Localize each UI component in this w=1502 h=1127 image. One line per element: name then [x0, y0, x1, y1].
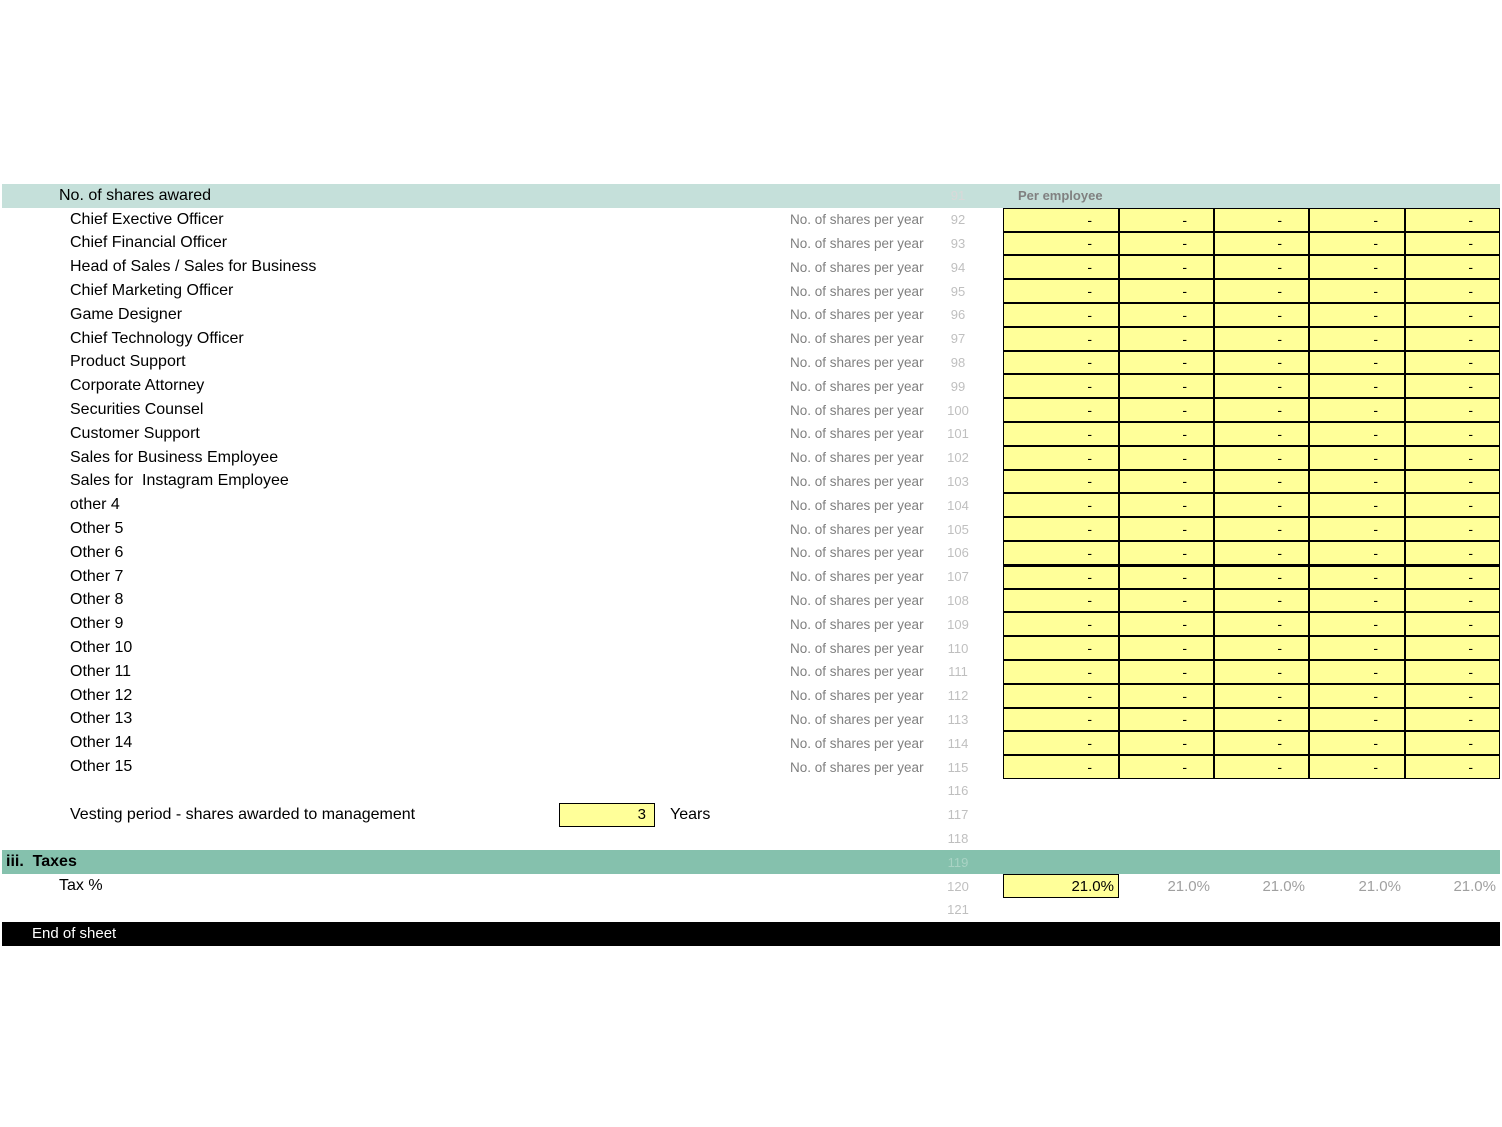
row-number: 94: [950, 259, 966, 275]
shares-input-cell[interactable]: -: [1003, 208, 1119, 232]
shares-input-cell[interactable]: -: [1405, 446, 1500, 470]
shares-input-cell[interactable]: -: [1214, 327, 1309, 351]
row-number: 111: [948, 664, 968, 680]
shares-input-cell[interactable]: -: [1309, 755, 1405, 779]
shares-input-cell[interactable]: -: [1405, 351, 1500, 375]
shares-input-cell[interactable]: -: [1003, 470, 1119, 494]
shares-input-cell[interactable]: -: [1119, 398, 1214, 422]
shares-input-cell[interactable]: -: [1405, 565, 1500, 589]
per-employee-label: Per employee: [1018, 188, 1103, 204]
table-row: [2, 589, 1500, 613]
table-row: [2, 422, 1500, 446]
vesting-row: [2, 803, 1500, 827]
shares-input-cell[interactable]: -: [1214, 636, 1309, 660]
row-number: 116: [947, 783, 969, 799]
unit-label: No. of shares per year: [790, 688, 924, 704]
shares-input-cell[interactable]: -: [1309, 636, 1405, 660]
shares-input-cell[interactable]: -: [1003, 232, 1119, 256]
shares-input-cell[interactable]: -: [1309, 565, 1405, 589]
tax-value-cell: 21.0%: [1453, 877, 1496, 895]
shares-input-cell[interactable]: -: [1309, 398, 1405, 422]
shares-input-cell[interactable]: -: [1405, 327, 1500, 351]
shares-input-cell[interactable]: -: [1309, 470, 1405, 494]
shares-input-cell[interactable]: -: [1309, 351, 1405, 375]
shares-input-cell[interactable]: -: [1003, 279, 1119, 303]
shares-input-cell[interactable]: -: [1309, 422, 1405, 446]
shares-input-cell[interactable]: -: [1003, 351, 1119, 375]
shares-input-cell[interactable]: -: [1405, 374, 1500, 398]
row-number: 114: [947, 735, 969, 751]
blank-row: [2, 898, 1500, 922]
vesting-unit: Years: [670, 805, 711, 823]
vesting-label: Vesting period - shares awarded to management: [70, 805, 416, 823]
shares-input-cell[interactable]: -: [1309, 493, 1405, 517]
shares-input-cell[interactable]: -: [1003, 731, 1119, 755]
table-row: [2, 684, 1500, 708]
shares-input-cell[interactable]: -: [1003, 755, 1119, 779]
employee-role-label: Other 7: [70, 567, 124, 585]
employee-role-label: Other 12: [70, 686, 133, 704]
row-number: 109: [947, 616, 969, 632]
tax-input-cell[interactable]: 21.0%: [1003, 874, 1119, 898]
table-row: [2, 208, 1500, 232]
employee-role-label: Other 6: [70, 543, 124, 561]
shares-input-cell[interactable]: -: [1309, 708, 1405, 732]
row-number: 106: [947, 545, 969, 561]
shares-input-cell[interactable]: -: [1309, 303, 1405, 327]
shares-input-cell[interactable]: -: [1214, 422, 1309, 446]
unit-label: No. of shares per year: [790, 307, 924, 323]
shares-input-cell[interactable]: -: [1119, 731, 1214, 755]
shares-input-cell[interactable]: -: [1119, 303, 1214, 327]
shares-input-cell[interactable]: -: [1003, 565, 1119, 589]
unit-label: No. of shares per year: [790, 711, 924, 727]
row-number: 107: [947, 569, 969, 585]
table-row: [2, 708, 1500, 732]
row-number: 105: [947, 521, 969, 537]
shares-input-cell[interactable]: -: [1119, 232, 1214, 256]
shares-input-cell[interactable]: -: [1214, 232, 1309, 256]
shares-input-cell[interactable]: -: [1214, 541, 1309, 565]
shares-input-cell[interactable]: -: [1119, 755, 1214, 779]
shares-input-cell[interactable]: -: [1405, 660, 1500, 684]
shares-input-cell[interactable]: -: [1309, 374, 1405, 398]
table-row: [2, 255, 1500, 279]
employee-role-label: Product Support: [70, 353, 186, 371]
unit-label: No. of shares per year: [790, 212, 924, 228]
tax-value-cell: 21.0%: [1358, 877, 1401, 895]
shares-input-cell[interactable]: -: [1119, 493, 1214, 517]
shares-input-cell[interactable]: -: [1119, 470, 1214, 494]
row-number: 100: [947, 402, 969, 418]
shares-input-cell[interactable]: -: [1214, 279, 1309, 303]
unit-label: No. of shares per year: [790, 521, 924, 537]
shares-input-cell[interactable]: -: [1003, 255, 1119, 279]
shares-input-cell[interactable]: -: [1003, 446, 1119, 470]
row-number: 118: [947, 830, 969, 846]
shares-input-cell[interactable]: -: [1119, 517, 1214, 541]
unit-label: No. of shares per year: [790, 569, 924, 585]
unit-label: No. of shares per year: [790, 378, 924, 394]
unit-label: No. of shares per year: [790, 402, 924, 418]
shares-input-cell[interactable]: -: [1003, 398, 1119, 422]
table-row: [2, 303, 1500, 327]
row-number: 97: [950, 331, 966, 347]
shares-input-cell[interactable]: -: [1405, 589, 1500, 613]
shares-input-cell[interactable]: -: [1003, 684, 1119, 708]
shares-input-cell[interactable]: -: [1309, 327, 1405, 351]
employee-role-label: Other 5: [70, 520, 124, 538]
employee-role-label: Other 10: [70, 639, 133, 657]
unit-label: No. of shares per year: [790, 545, 924, 561]
table-row: [2, 351, 1500, 375]
spreadsheet: [2, 184, 1500, 946]
table-row: [2, 612, 1500, 636]
shares-input-cell[interactable]: -: [1119, 684, 1214, 708]
row-number: 117: [947, 807, 969, 823]
row-number: 91: [950, 188, 966, 204]
shares-input-cell[interactable]: -: [1003, 636, 1119, 660]
table-row: [2, 517, 1500, 541]
shares-input-cell[interactable]: -: [1405, 398, 1500, 422]
employee-role-label: Chief Technology Officer: [70, 329, 244, 347]
shares-input-cell[interactable]: -: [1214, 589, 1309, 613]
row-number: 98: [950, 354, 966, 370]
shares-input-cell[interactable]: -: [1214, 398, 1309, 422]
shares-input-cell[interactable]: -: [1119, 612, 1214, 636]
shares-input-cell[interactable]: -: [1405, 684, 1500, 708]
row-number: 121: [947, 902, 969, 918]
unit-label: No. of shares per year: [790, 450, 924, 466]
section-title: No. of shares awared: [59, 186, 212, 204]
table-row: [2, 541, 1500, 565]
vesting-period-input[interactable]: 3: [559, 803, 655, 827]
employee-role-label: Sales for Business Employee: [70, 448, 279, 466]
employee-role-label: Game Designer: [70, 305, 183, 323]
shares-input-cell[interactable]: -: [1214, 470, 1309, 494]
table-row: [2, 398, 1500, 422]
shares-input-cell[interactable]: -: [1309, 517, 1405, 541]
shares-input-cell[interactable]: -: [1119, 279, 1214, 303]
shares-input-cell[interactable]: -: [1119, 541, 1214, 565]
employee-role-label: Head of Sales / Sales for Business: [70, 258, 317, 276]
shares-input-cell[interactable]: -: [1214, 565, 1309, 589]
tax-label: Tax %: [59, 877, 103, 894]
table-row: [2, 565, 1500, 589]
shares-input-cell[interactable]: -: [1003, 612, 1119, 636]
shares-input-cell[interactable]: -: [1405, 612, 1500, 636]
shares-input-cell[interactable]: -: [1214, 612, 1309, 636]
employee-role-label: Customer Support: [70, 424, 200, 442]
shares-input-cell[interactable]: -: [1119, 327, 1214, 351]
shares-input-cell[interactable]: -: [1003, 541, 1119, 565]
employee-role-label: Chief Exective Officer: [70, 210, 224, 228]
shares-input-cell[interactable]: -: [1003, 303, 1119, 327]
unit-label: No. of shares per year: [790, 640, 924, 656]
row-number: 96: [950, 307, 966, 323]
employee-role-label: Other 15: [70, 758, 133, 776]
shares-input-cell[interactable]: -: [1309, 208, 1405, 232]
shares-input-cell[interactable]: -: [1405, 208, 1500, 232]
shares-input-cell[interactable]: -: [1214, 446, 1309, 470]
shares-input-cell[interactable]: -: [1405, 279, 1500, 303]
row-number: 108: [947, 592, 969, 608]
shares-input-cell[interactable]: -: [1214, 660, 1309, 684]
employee-role-label: Other 11: [70, 662, 132, 680]
row-number: 95: [950, 283, 966, 299]
employee-role-label: Securities Counsel: [70, 401, 204, 419]
row-number: 101: [947, 426, 969, 442]
shares-input-cell[interactable]: -: [1214, 208, 1309, 232]
shares-input-cell[interactable]: -: [1309, 255, 1405, 279]
unit-label: No. of shares per year: [790, 497, 924, 513]
tax-value-cell: 21.0%: [1167, 877, 1210, 895]
row-number: 120: [947, 878, 969, 894]
row-number: 103: [947, 473, 969, 489]
end-of-sheet-band: [2, 922, 1500, 946]
shares-input-cell[interactable]: -: [1003, 660, 1119, 684]
tax-row: [2, 874, 1500, 898]
shares-input-cell[interactable]: -: [1119, 565, 1214, 589]
shares-input-cell[interactable]: -: [1003, 493, 1119, 517]
shares-input-cell[interactable]: -: [1309, 612, 1405, 636]
unit-label: No. of shares per year: [790, 664, 924, 680]
shares-input-cell[interactable]: -: [1405, 755, 1500, 779]
table-row: [2, 446, 1500, 470]
table-row: [2, 374, 1500, 398]
shares-input-cell[interactable]: -: [1214, 708, 1309, 732]
shares-input-cell[interactable]: -: [1405, 636, 1500, 660]
shares-input-cell[interactable]: -: [1405, 422, 1500, 446]
unit-label: No. of shares per year: [790, 259, 924, 275]
shares-input-cell[interactable]: -: [1309, 232, 1405, 256]
shares-input-cell[interactable]: -: [1119, 255, 1214, 279]
employee-role-label: Other 14: [70, 734, 133, 752]
shares-input-cell[interactable]: -: [1214, 493, 1309, 517]
shares-input-cell[interactable]: -: [1119, 422, 1214, 446]
row-number: 93: [950, 235, 966, 251]
shares-input-cell[interactable]: -: [1405, 731, 1500, 755]
shares-input-cell[interactable]: -: [1003, 422, 1119, 446]
employee-role-label: Chief Financial Officer: [70, 234, 228, 252]
employee-role-label: Corporate Attorney: [70, 377, 205, 395]
shares-input-cell[interactable]: -: [1309, 660, 1405, 684]
employee-role-label: other 4: [70, 496, 120, 514]
shares-input-cell[interactable]: -: [1309, 731, 1405, 755]
shares-input-cell[interactable]: -: [1405, 232, 1500, 256]
shares-input-cell[interactable]: -: [1214, 755, 1309, 779]
row-number: 104: [947, 497, 969, 513]
shares-input-cell[interactable]: -: [1003, 708, 1119, 732]
unit-label: No. of shares per year: [790, 235, 924, 251]
table-row: [2, 731, 1500, 755]
employee-role-label: Other 13: [70, 710, 133, 728]
shares-input-cell[interactable]: -: [1309, 279, 1405, 303]
shares-input-cell[interactable]: -: [1003, 374, 1119, 398]
row-number: 110: [947, 640, 969, 656]
shares-input-cell[interactable]: -: [1405, 255, 1500, 279]
table-row: [2, 232, 1500, 256]
unit-label: No. of shares per year: [790, 283, 924, 299]
end-of-sheet-label: End of sheet: [32, 925, 117, 943]
shares-input-cell[interactable]: -: [1405, 303, 1500, 327]
shares-input-cell[interactable]: -: [1309, 589, 1405, 613]
shares-input-cell[interactable]: -: [1214, 303, 1309, 327]
shares-input-cell[interactable]: -: [1214, 255, 1309, 279]
tax-value-cell: 21.0%: [1262, 877, 1305, 895]
table-row: [2, 493, 1500, 517]
table-row: [2, 755, 1500, 779]
shares-input-cell[interactable]: -: [1405, 493, 1500, 517]
shares-input-cell[interactable]: -: [1214, 731, 1309, 755]
shares-input-cell[interactable]: -: [1119, 636, 1214, 660]
employee-role-label: Other 9: [70, 615, 124, 633]
shares-input-cell[interactable]: -: [1003, 517, 1119, 541]
shares-input-cell[interactable]: -: [1119, 374, 1214, 398]
table-row: [2, 470, 1500, 494]
unit-label: No. of shares per year: [790, 592, 924, 608]
shares-input-cell[interactable]: -: [1214, 351, 1309, 375]
shares-input-cell[interactable]: -: [1119, 589, 1214, 613]
row-number: 115: [947, 759, 969, 775]
blank-row: [2, 779, 1500, 803]
shares-input-cell[interactable]: -: [1405, 541, 1500, 565]
row-number: 102: [947, 450, 969, 466]
employee-role-label: Sales for Instagram Employee: [70, 472, 289, 490]
shares-input-cell[interactable]: -: [1119, 351, 1214, 375]
taxes-section-header: [2, 850, 1500, 874]
unit-label: No. of shares per year: [790, 426, 924, 442]
shares-input-cell[interactable]: -: [1119, 708, 1214, 732]
row-number: 113: [947, 711, 969, 727]
shares-input-cell[interactable]: -: [1119, 208, 1214, 232]
shares-input-cell[interactable]: -: [1309, 446, 1405, 470]
shares-input-cell[interactable]: -: [1119, 446, 1214, 470]
table-row: [2, 327, 1500, 351]
shares-input-cell[interactable]: -: [1214, 684, 1309, 708]
shares-input-cell[interactable]: -: [1214, 374, 1309, 398]
taxes-section-title: iii. Taxes: [6, 853, 77, 871]
unit-label: No. of shares per year: [790, 354, 924, 370]
shares-input-cell[interactable]: -: [1405, 517, 1500, 541]
employee-role-label: Chief Marketing Officer: [70, 282, 234, 300]
shares-input-cell[interactable]: -: [1003, 589, 1119, 613]
shares-input-cell[interactable]: -: [1003, 327, 1119, 351]
unit-label: No. of shares per year: [790, 759, 924, 775]
row-number: 119: [947, 854, 969, 870]
employee-role-label: Other 8: [70, 591, 124, 609]
unit-label: No. of shares per year: [790, 735, 924, 751]
table-row: [2, 279, 1500, 303]
shares-input-cell[interactable]: -: [1405, 708, 1500, 732]
row-number: 112: [947, 688, 969, 704]
row-number: 99: [950, 378, 966, 394]
shares-input-cell[interactable]: -: [1405, 470, 1500, 494]
shares-input-cell[interactable]: -: [1309, 541, 1405, 565]
unit-label: No. of shares per year: [790, 331, 924, 347]
unit-label: No. of shares per year: [790, 473, 924, 489]
blank-row: [2, 827, 1500, 851]
table-row: [2, 660, 1500, 684]
shares-input-cell[interactable]: -: [1119, 660, 1214, 684]
shares-awarded-header-row: [2, 184, 1500, 208]
shares-input-cell[interactable]: -: [1214, 517, 1309, 541]
table-row: [2, 636, 1500, 660]
unit-label: No. of shares per year: [790, 616, 924, 632]
shares-input-cell[interactable]: -: [1309, 684, 1405, 708]
shares-rows: [2, 208, 1500, 779]
row-number: 92: [950, 212, 966, 228]
